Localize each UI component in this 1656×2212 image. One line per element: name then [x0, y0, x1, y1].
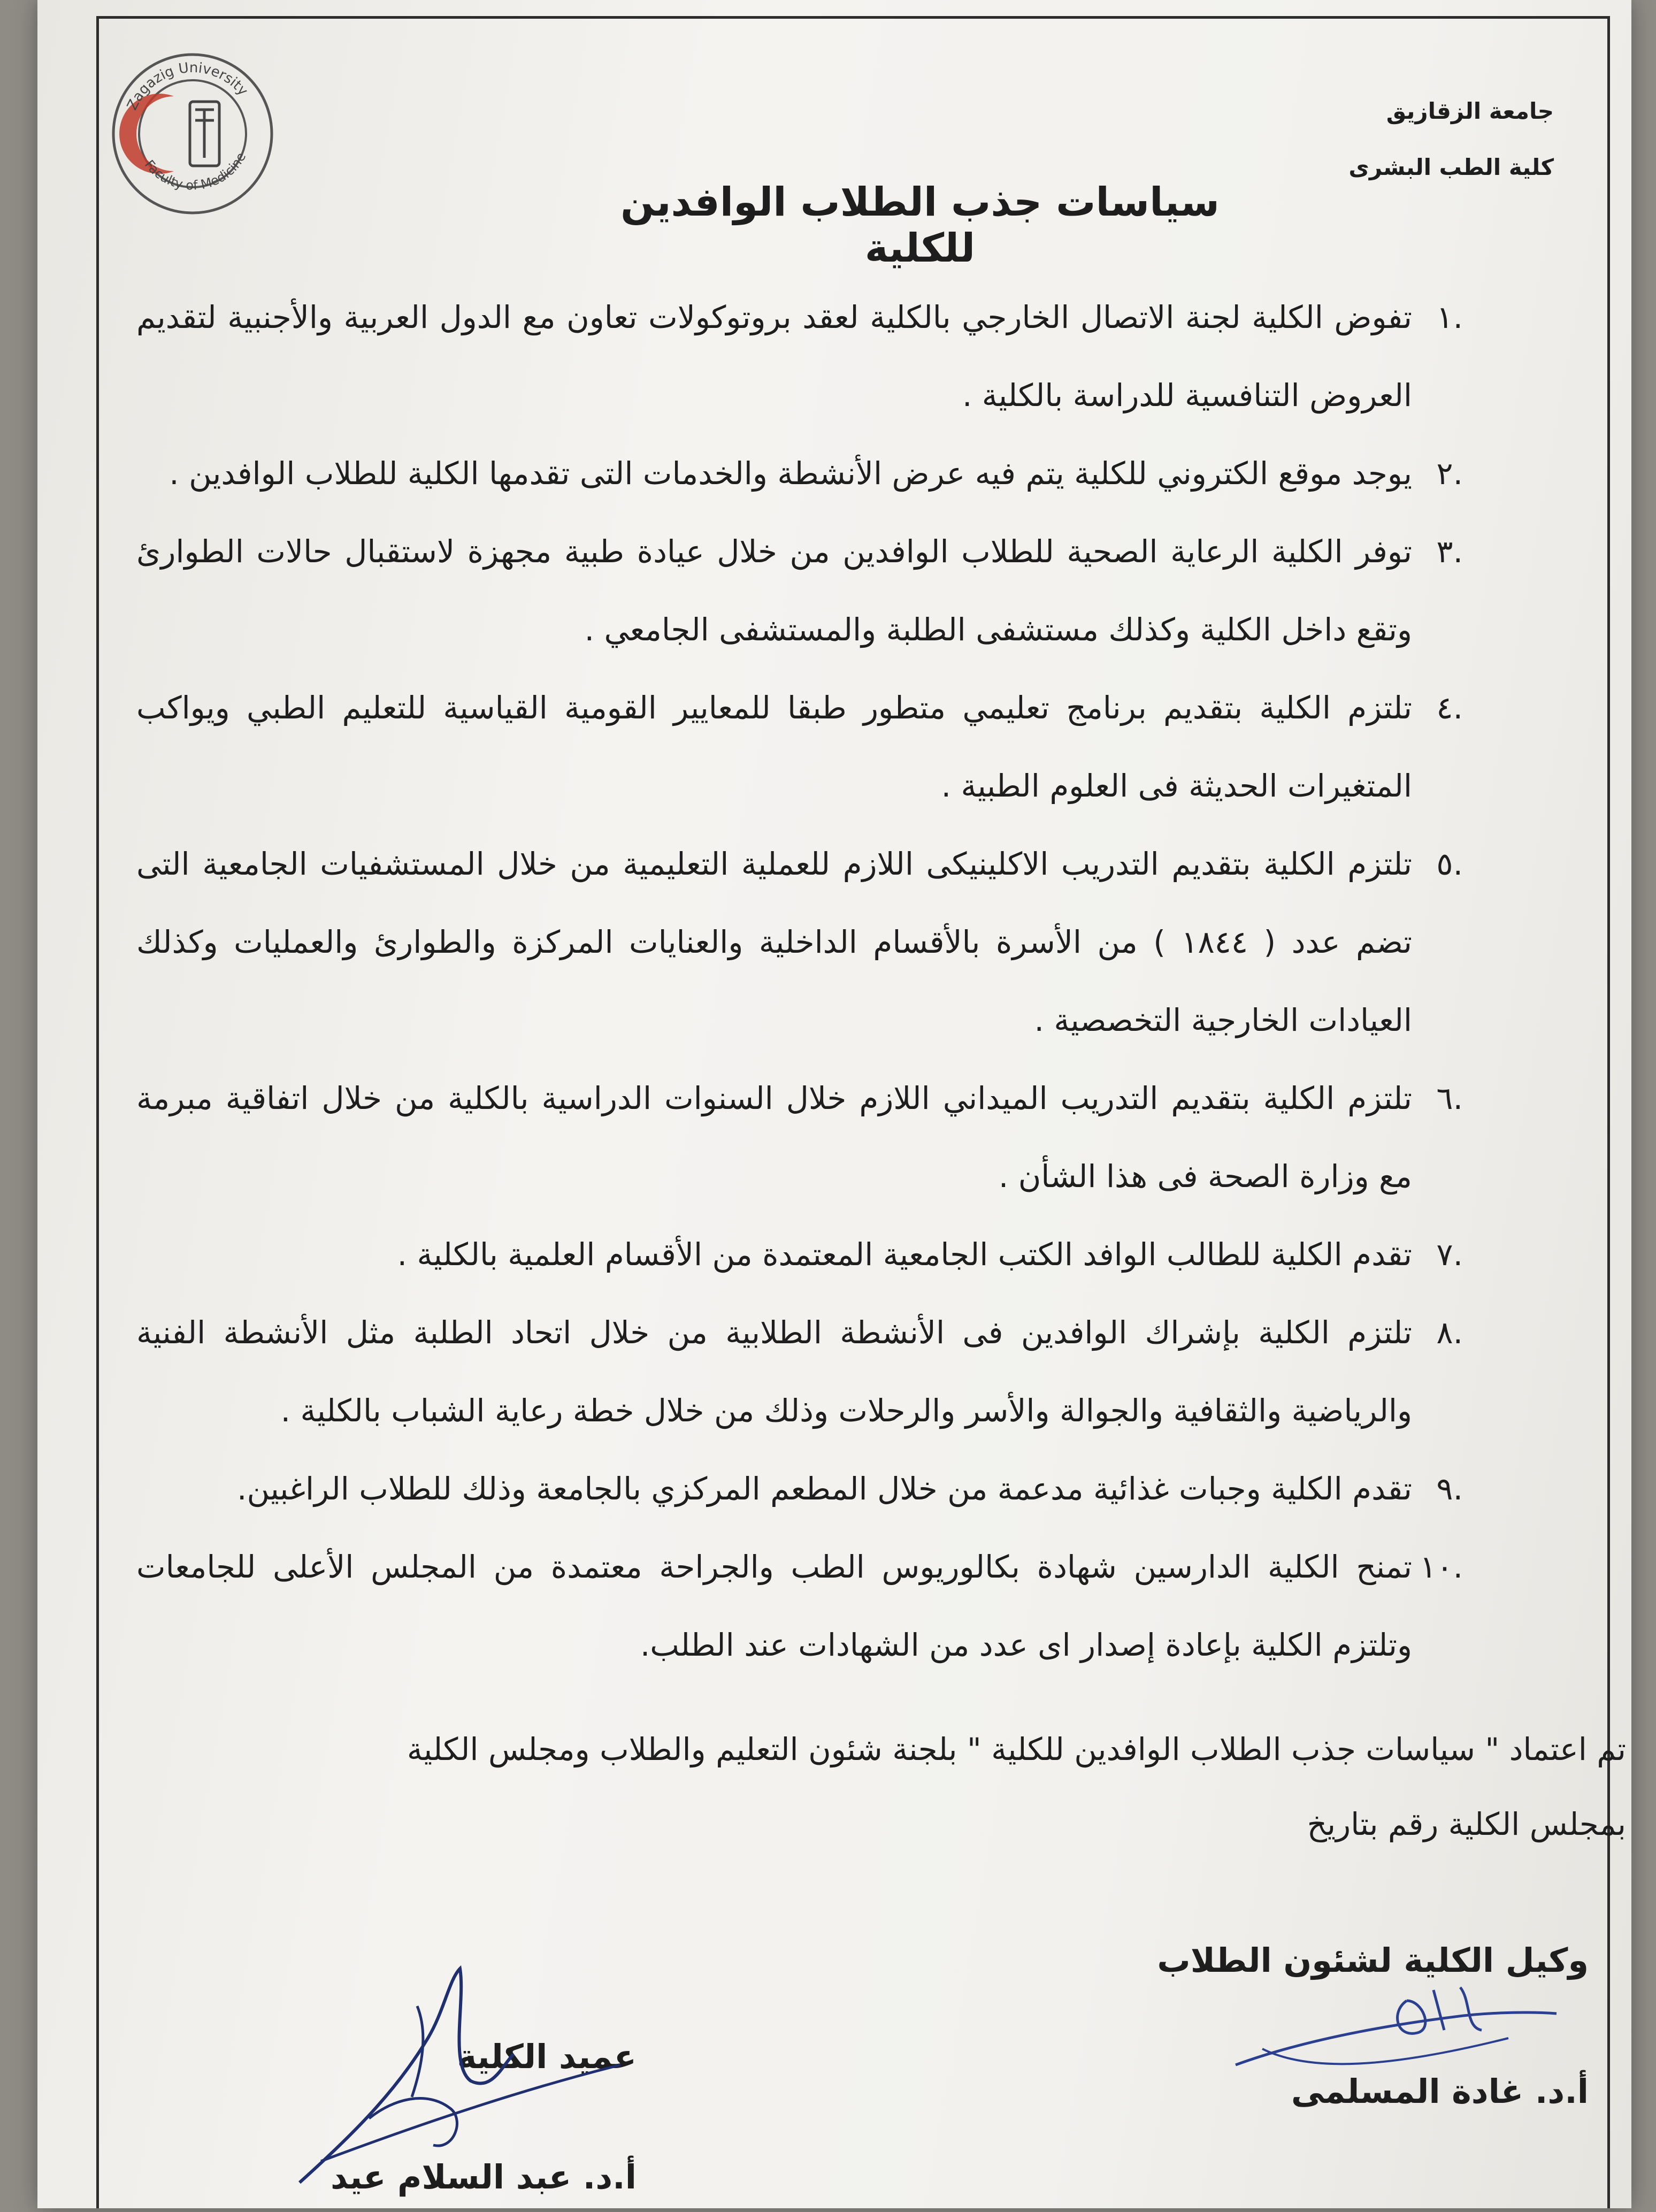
approval-text: تم اعتماد " سياسات جذب الطلاب الوافدين للكلية " بلجنة شئون التعليم والطلاب ومجلس الكلية: [407, 1731, 1626, 1767]
policy-text: تقدم الكلية وجبات غذائية مدعمة من خلال المطعم المركزي بالجامعة وذلك للطلاب الراغبين.: [237, 1471, 1412, 1507]
policy-number: .٧: [1436, 1236, 1463, 1273]
policy-item-2: [136, 434, 1463, 512]
policy-text: تلتزم الكلية بتقديم التدريب الميداني اللازم خلال السنوات الدراسية بالكلية من خلال اتفاقية مبرمة مع وزارة الصحة فى هذا الشأن .: [136, 1080, 1412, 1195]
policy-number: .٢: [1436, 455, 1463, 492]
policy-number: .١٠: [1420, 1549, 1463, 1585]
policy-text: تمنح الكلية الدارسين شهادة بكالوريوس الطب والجراحة معتمدة من المجلس الأعلى للجامعات وتلتزم الكلية بإعادة إصدار اى عدد من الشهادات عند الطلب.: [136, 1549, 1412, 1663]
policy-number: .٨: [1436, 1314, 1463, 1351]
policy-number: .٦: [1436, 1080, 1463, 1116]
policy-number: .١: [1436, 299, 1463, 335]
policy-item-3: [136, 512, 1463, 669]
policy-item-8: [136, 1293, 1463, 1450]
dean-handwritten-signature: [289, 1958, 631, 2193]
policy-text: تلتزم الكلية بتقديم برنامج تعليمي متطور طبقا للمعايير القومية القياسية للتعليم الطبي ويواكب المتغيرات الحديثة فى العلوم الطبية .: [136, 690, 1412, 804]
policy-item-4: [136, 669, 1463, 825]
policy-item-9: [136, 1450, 1463, 1528]
document-page: [37, 0, 1631, 2208]
policy-text: تلتزم الكلية بإشراك الوافدين فى الأنشطة الطلابية من خلال اتحاد الطلبة مثل الأنشطة الفنية والرياضية والثقافية والجوالة والأسر والرحلات وذلك من خلال خطة رعاية الشباب بالكلية .: [136, 1314, 1412, 1429]
policy-item-7: [136, 1215, 1463, 1293]
dean-name: أ.د. عبد السلام عيد: [330, 2157, 637, 2196]
policy-number: .٤: [1436, 690, 1463, 726]
svg-text:Faculty of Medicine: [142, 150, 249, 193]
approval-council-line: بمجلس الكلية رقم بتاريخ: [1307, 1806, 1626, 1842]
policy-text: توفر الكلية الرعاية الصحية للطلاب الوافدين من خلال عيادة طبية مجهزة لاستقبال حالات الطوارئ وتقع داخل الكلية وكذلك مستشفى الطلبة والمستشفى الجامعي .: [136, 533, 1412, 648]
policy-number: .٩: [1436, 1471, 1463, 1507]
policy-item-6: [136, 1059, 1463, 1215]
dean-title: عميد الكلية: [457, 2037, 637, 2076]
logo-top-text: Zagazig University: [124, 59, 251, 113]
vice-dean-handwritten-signature: [1230, 1979, 1562, 2081]
policy-number: .٣: [1436, 533, 1463, 570]
policy-text: يوجد موقع الكتروني للكلية يتم فيه عرض الأنشطة والخدمات التى تقدمها الكلية للطلاب الوافدين .: [169, 455, 1412, 492]
university-logo-icon: [110, 51, 275, 217]
policy-text: تقدم الكلية للطالب الوافد الكتب الجامعية المعتمدة من الأقسام العلمية بالكلية .: [397, 1236, 1412, 1273]
logo-bottom-text: Faculty of Medicine: [141, 150, 249, 193]
document-title: سياسات جذب الطلاب الوافدين للكلية: [620, 179, 1220, 271]
policy-list: [136, 278, 1463, 1684]
policy-text: تلتزم الكلية بتقديم التدريب الاكلينيكى اللازم للعملية التعليمية من خلال المستشفيات الجامعية التى تضم عدد ( ١٨٤٤ ) من الأسرة بالأقسام الداخلية والعنايات المركزة والطوارئ والعمليات وكذلك العيادات الخارجية التخصصية .: [136, 846, 1412, 1038]
policy-item-1: [136, 278, 1463, 434]
vice-dean-name: أ.د. غادة المسلمى: [1291, 2072, 1589, 2111]
vice-dean-title: وكيل الكلية لشئون الطلاب: [1157, 1941, 1589, 1980]
policy-text: تفوض الكلية لجنة الاتصال الخارجي بالكلية لعقد بروتوكولات تعاون مع الدول العربية والأجنبية لتقديم العروض التنافسية للدراسة بالكلية .: [136, 299, 1412, 414]
policy-item-10: [136, 1528, 1463, 1684]
university-name: جامعة الزقازيق: [1386, 98, 1554, 124]
policy-number: .٥: [1436, 846, 1463, 882]
policy-item-5: [136, 825, 1463, 1059]
approval-statement: [134, 1712, 1626, 1862]
faculty-name: كلية الطب البشرى: [1348, 154, 1554, 180]
letterhead: [1179, 83, 1554, 195]
